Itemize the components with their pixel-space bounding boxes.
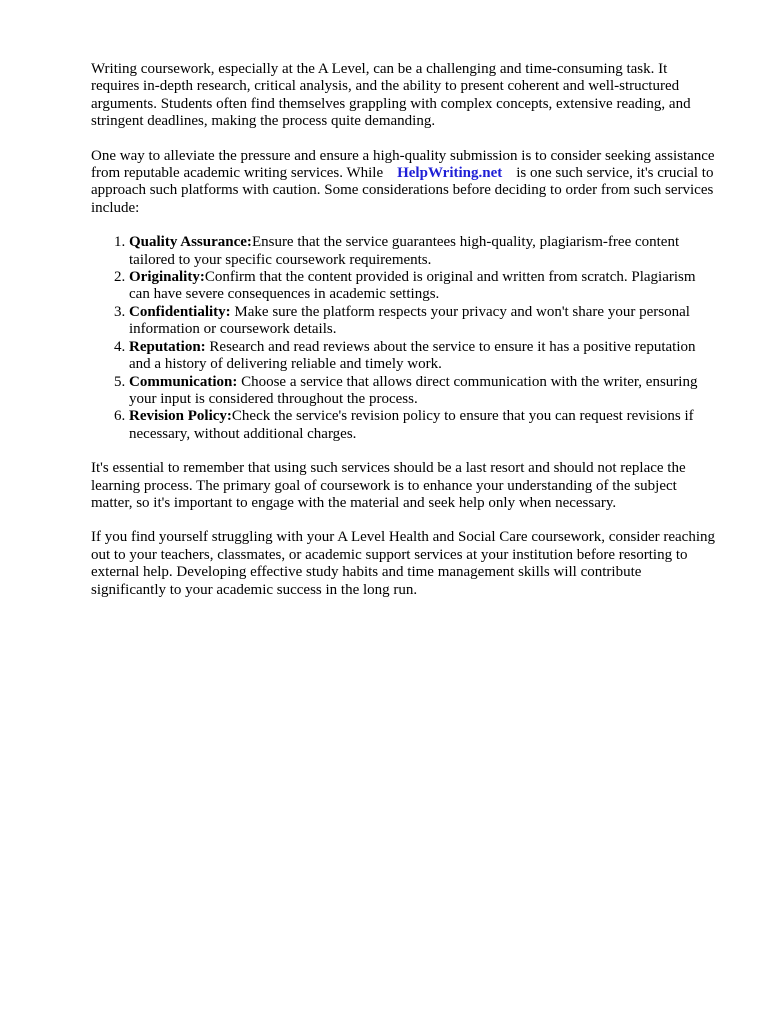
list-item-text: Ensure that the service guarantees high-quality, plagiarism-free content tailored to your specific coursework requirements. <box>129 234 680 268</box>
list-item-reputation <box>129 339 716 374</box>
list-item-text: Confirm that the content provided is original and written from scratch. Plagiarism can have severe consequences in academic settings. <box>129 269 696 303</box>
list-item-term: Originality: <box>129 269 205 286</box>
list-item-term: Reputation: <box>129 338 206 355</box>
list-item-originality <box>129 269 716 304</box>
list-item-text: Check the service's revision policy to ensure that you can request revisions if necessary, without additional charges. <box>129 408 694 442</box>
intro-paragraph: Writing coursework, especially at the A Level, can be a challenging and time-consuming task. It requires in-depth research, critical analysis, and the ability to present coherent and well-structured arguments. Students often find themselves grappling with complex concepts, extensive reading, and stringent deadlines, making the process quite demanding. <box>91 61 691 130</box>
list-item-communication <box>129 374 716 409</box>
caution-paragraph: It's essential to remember that using such services should be a last resort and should not replace the learning process. The primary goal of coursework is to enhance your understanding of the subject matter, so it's important to engage with the material and seek help only when necessary. <box>91 460 686 511</box>
closing-paragraph: If you find yourself struggling with your A Level Health and Social Care coursework, consider reaching out to your teachers, classmates, or academic support services at your institution before resorting to external help. Developing effective study habits and time management skills will contribute significantly to your academic success in the long run. <box>91 529 716 598</box>
services-text-after-link: is one such service, it's crucial to approach such platforms with caution. Some considerations before deciding to order from such services include: <box>91 165 714 216</box>
list-item-term: Quality Assurance: <box>129 234 252 251</box>
list-item-revision-policy <box>129 408 716 443</box>
list-item-term: Communication: <box>129 373 238 390</box>
list-item-quality-assurance <box>129 234 716 269</box>
list-item-term: Confidentiality: <box>129 303 231 320</box>
list-item-text: Choose a service that allows direct communication with the writer, ensuring your input is considered throughout the process. <box>129 373 698 407</box>
helpwriting-link[interactable]: HelpWriting.net <box>397 165 503 182</box>
list-item-confidentiality <box>129 304 716 339</box>
list-item-term: Revision Policy: <box>129 408 232 425</box>
considerations-list <box>91 234 716 443</box>
list-item-text: Make sure the platform respects your privacy and won't share your personal information or coursework details. <box>129 303 690 338</box>
list-item-text: Research and read reviews about the service to ensure it has a positive reputation and a history of delivering reliable and timely work. <box>129 338 696 373</box>
services-text-before-link: One way to alleviate the pressure and ensure a high-quality submission is to consider seeking assistance from reputable academic writing services. While <box>91 147 715 182</box>
document-body <box>91 61 716 616</box>
services-paragraph <box>91 148 716 218</box>
